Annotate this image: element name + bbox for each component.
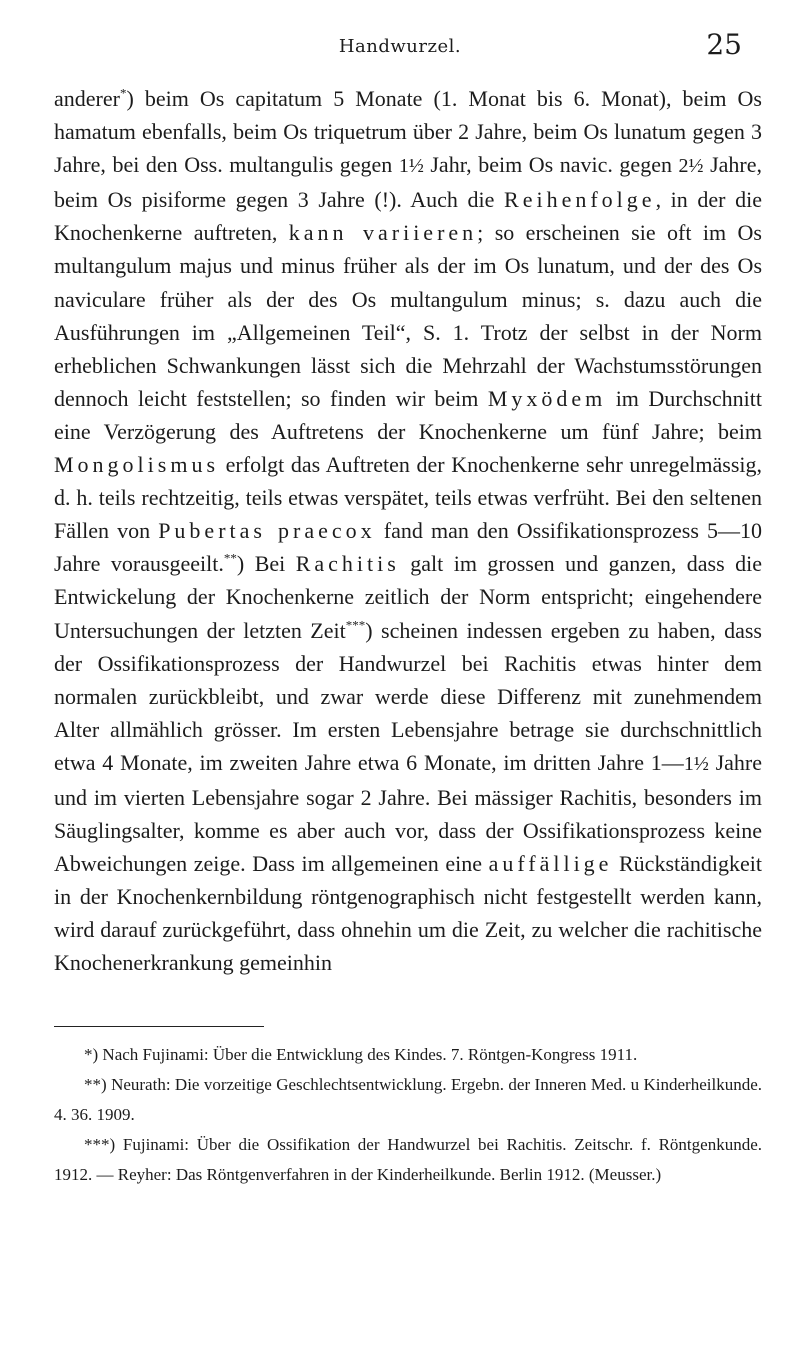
footnote-divider <box>54 1026 264 1027</box>
footnote-ref-1: * <box>119 85 127 101</box>
text-run: ) scheinen indessen ergeben zu haben, dass der Ossifikationsprozess der Handwurzel bei Rachitis etwas hinter dem normalen zurückbleibt, und zwar werde diese Differenz mit zunehmendem Alter allmählich grösser. Im ersten Lebensjahre betrage sie durchschnittlich etwa 4 Monate, im zweiten Jahre etwa 6 Monate, im dritten Jahre 1— <box>54 617 762 775</box>
page-number: 25 <box>706 28 742 61</box>
footnote-3 <box>54 1130 762 1190</box>
text-run: ) Bei <box>236 551 296 577</box>
footnote-mark: **) <box>84 1075 107 1094</box>
running-title: Handwurzel. <box>338 36 462 57</box>
emphasis-auffaellige: auffällige <box>488 851 613 877</box>
footnote-ref-2: ** <box>223 550 237 566</box>
footnote-2 <box>54 1070 762 1130</box>
text-run: Jahre, beim Os pisiforme gegen 3 Jahre (!). Auch die <box>54 152 762 213</box>
emphasis-myxoedem: Myxödem <box>487 385 607 411</box>
footnote-text: Neurath: Die vorzeitige Geschlechtsentwicklung. Ergebn. der Inneren Med. u Kinderheilkunde. 4. 36. 1909. <box>54 1075 763 1124</box>
text-run: im Durchschnitt eine Verzögerung des Auftretens der Knochenkerne um fünf Jahre; beim <box>54 385 762 444</box>
text-run: anderer <box>54 86 120 111</box>
fraction: 1½ <box>683 752 709 775</box>
emphasis-kann-variieren: kann variieren <box>288 220 478 246</box>
text-run: erfolgt das Auftreten der Knochenkerne sehr unregelmässig, d. h. teils rechtzeitig, teils etwas verspätet, teils etwas verfrüht. Bei den seltenen Fällen von <box>54 452 762 544</box>
text-run: , in der die Knochenkerne auftreten, <box>54 187 762 246</box>
emphasis-rachitis: Rachitis <box>295 551 400 577</box>
text-run: galt im grossen und ganzen, dass die Entwickelung der Knochenkerne zeitlich der Norm entspricht; eingehendere Untersuchungen der letzten Zeit <box>54 551 762 643</box>
emphasis-reihenfolge: Reihenfolge <box>504 187 656 213</box>
footnote-mark: *) <box>84 1045 99 1064</box>
text-run: Jahr, beim Os navic. gegen <box>423 152 679 178</box>
footnote-text: Nach Fujinami: Über die Entwicklung des Kindes. 7. Röntgen-Kongress 1911. <box>102 1045 638 1064</box>
text-run: Rückständigkeit in der Knochenkernbildung röntgenographisch nicht festgestellt werden kann, wird darauf zurückgeführt, dass ohnehin um die Zeit, zu welcher die rachitische Knochenerkrankung gemeinhin <box>54 851 762 976</box>
footnote-ref-3: *** <box>345 617 366 633</box>
footnote-text: Fujinami: Über die Ossifikation der Handwurzel bei Rachitis. Zeitschr. f. Röntgenkunde. 1912. — Reyher: Das Röntgenverfahren in der Kinderheilkunde. Berlin 1912. (Meusser.) <box>54 1135 762 1184</box>
text-run: ) beim Os capitatum 5 Monate (1. Monat bis 6. Monat), beim Os hamatum ebenfalls, beim Os triquetrum über 2 Jahre, beim Os lunatum gegen 3 Jahre, bei den Oss. multangulis gegen <box>54 86 762 178</box>
text-run: Jahre und im vierten Lebensjahre sogar 2 Jahre. Bei mässiger Rachitis, besonders im Säuglingsalter, komme es aber auch vor, dass der Ossifikationsprozess keine Abweichungen zeige. Dass im allgemeinen eine <box>54 749 762 877</box>
text-run: fand man den Ossifikationsprozess 5—10 Jahre vorausgeeilt. <box>54 518 762 577</box>
footnote-mark: ***) <box>84 1135 116 1154</box>
paragraph <box>54 82 762 980</box>
main-text <box>54 82 762 980</box>
footnote-1 <box>54 1040 762 1070</box>
emphasis-mongolismus: Mongolismus <box>54 452 220 478</box>
text-run: ; so erscheinen sie oft im Os multangulum majus und minus früher als der im Os lunatum, und der des Os naviculare früher als der des Os multangulum minus; s. dazu auch die Ausführungen im „Allgemeinen Teil“, S. 1. Trotz der selbst in der Norm erheblichen Schwankungen lässt sich die Mehrzahl der Wachstumsstörungen dennoch leicht feststellen; so finden wir beim <box>54 220 762 411</box>
footnotes <box>54 1040 762 1190</box>
fraction: 1½ <box>398 155 424 178</box>
page-header <box>0 20 800 60</box>
fraction: 2½ <box>678 155 704 178</box>
emphasis-pubertas-praecox: Pubertas praecox <box>158 518 376 544</box>
